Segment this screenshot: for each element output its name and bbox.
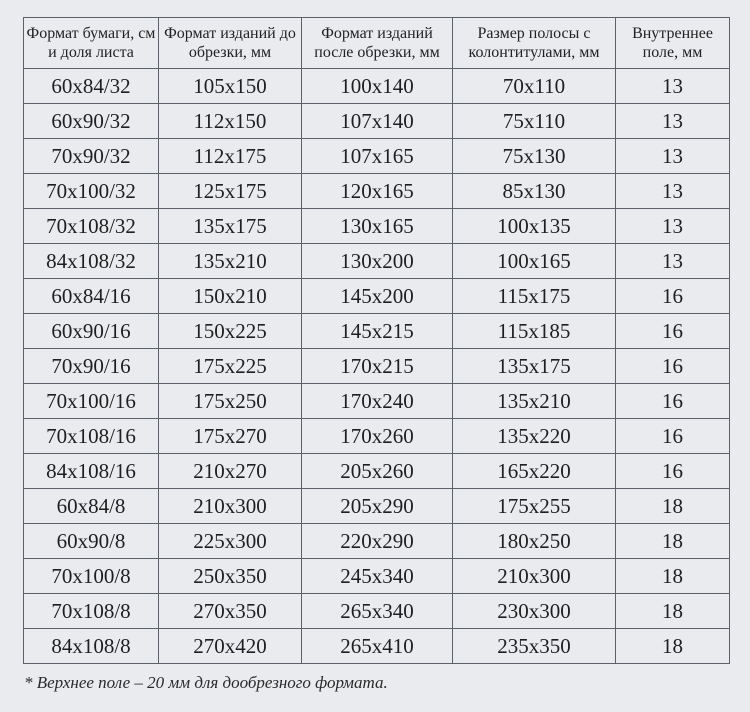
table-row xyxy=(24,454,730,489)
table-cell: 70x90/16 xyxy=(24,349,159,384)
table-row xyxy=(24,559,730,594)
table-cell: 105x150 xyxy=(159,69,302,104)
table-row xyxy=(24,629,730,664)
table-cell: 145x215 xyxy=(302,314,453,349)
table-row xyxy=(24,594,730,629)
table-cell: 210x270 xyxy=(159,454,302,489)
paper-formats-table xyxy=(23,17,730,664)
table-cell: 115x185 xyxy=(453,314,616,349)
table-cell: 16 xyxy=(616,384,730,419)
table-cell: 60x84/8 xyxy=(24,489,159,524)
table-cell: 245x340 xyxy=(302,559,453,594)
table-cell: 75x130 xyxy=(453,139,616,174)
table-cell: 265x340 xyxy=(302,594,453,629)
table-cell: 85x130 xyxy=(453,174,616,209)
table-cell: 70x100/16 xyxy=(24,384,159,419)
table-cell: 18 xyxy=(616,594,730,629)
table-cell: 150x225 xyxy=(159,314,302,349)
table-cell: 70x100/32 xyxy=(24,174,159,209)
table-cell: 16 xyxy=(616,419,730,454)
table-cell: 265x410 xyxy=(302,629,453,664)
table-cell: 84x108/16 xyxy=(24,454,159,489)
table-cell: 270x420 xyxy=(159,629,302,664)
table-cell: 210x300 xyxy=(159,489,302,524)
table-cell: 13 xyxy=(616,209,730,244)
table-row xyxy=(24,209,730,244)
table-cell: 135x210 xyxy=(453,384,616,419)
formats-table-container xyxy=(23,17,729,664)
column-header: Размер полосы с колонтитулами, мм xyxy=(453,18,616,69)
table-cell: 107x165 xyxy=(302,139,453,174)
table-cell: 13 xyxy=(616,139,730,174)
table-cell: 205x260 xyxy=(302,454,453,489)
table-row xyxy=(24,244,730,279)
table-cell: 60x90/32 xyxy=(24,104,159,139)
table-cell: 150x210 xyxy=(159,279,302,314)
table-row xyxy=(24,104,730,139)
footnote: * Верхнее поле – 20 мм для дообрезного формата. xyxy=(24,673,388,692)
table-cell: 60x90/8 xyxy=(24,524,159,559)
table-cell: 270x350 xyxy=(159,594,302,629)
table-cell: 125x175 xyxy=(159,174,302,209)
table-cell: 13 xyxy=(616,69,730,104)
table-row xyxy=(24,139,730,174)
table-row xyxy=(24,524,730,559)
table-cell: 170x260 xyxy=(302,419,453,454)
table-cell: 120x165 xyxy=(302,174,453,209)
table-cell: 230x300 xyxy=(453,594,616,629)
table-cell: 100x140 xyxy=(302,69,453,104)
column-header: Формат изданий после обрезки, мм xyxy=(302,18,453,69)
table-cell: 170x215 xyxy=(302,349,453,384)
table-cell: 250x350 xyxy=(159,559,302,594)
table-cell: 13 xyxy=(616,244,730,279)
table-cell: 18 xyxy=(616,489,730,524)
table-cell: 130x200 xyxy=(302,244,453,279)
table-row xyxy=(24,174,730,209)
header-row xyxy=(24,18,730,69)
table-cell: 210x300 xyxy=(453,559,616,594)
table-cell: 175x225 xyxy=(159,349,302,384)
column-header: Формат бумаги, см и доля листа xyxy=(24,18,159,69)
table-cell: 175x255 xyxy=(453,489,616,524)
table-header xyxy=(24,18,730,69)
table-cell: 18 xyxy=(616,559,730,594)
table-cell: 135x175 xyxy=(453,349,616,384)
table-cell: 135x220 xyxy=(453,419,616,454)
table-cell: 170x240 xyxy=(302,384,453,419)
table-row xyxy=(24,384,730,419)
table-cell: 112x150 xyxy=(159,104,302,139)
table-cell: 175x250 xyxy=(159,384,302,419)
table-cell: 130x165 xyxy=(302,209,453,244)
table-cell: 70x110 xyxy=(453,69,616,104)
table-cell: 180x250 xyxy=(453,524,616,559)
table-cell: 100x165 xyxy=(453,244,616,279)
table-cell: 165x220 xyxy=(453,454,616,489)
column-header: Формат изданий до обрезки, мм xyxy=(159,18,302,69)
table-cell: 84x108/8 xyxy=(24,629,159,664)
table-cell: 205x290 xyxy=(302,489,453,524)
table-cell: 60x90/16 xyxy=(24,314,159,349)
table-cell: 13 xyxy=(616,174,730,209)
table-cell: 60x84/32 xyxy=(24,69,159,104)
table-cell: 13 xyxy=(616,104,730,139)
table-cell: 175x270 xyxy=(159,419,302,454)
table-cell: 225x300 xyxy=(159,524,302,559)
table-cell: 135x175 xyxy=(159,209,302,244)
table-cell: 100x135 xyxy=(453,209,616,244)
table-cell: 16 xyxy=(616,314,730,349)
table-body xyxy=(24,69,730,664)
table-cell: 70x108/8 xyxy=(24,594,159,629)
table-cell: 70x100/8 xyxy=(24,559,159,594)
table-cell: 135x210 xyxy=(159,244,302,279)
table-cell: 112x175 xyxy=(159,139,302,174)
table-row xyxy=(24,279,730,314)
table-cell: 70x108/16 xyxy=(24,419,159,454)
table-row xyxy=(24,69,730,104)
table-cell: 16 xyxy=(616,349,730,384)
table-cell: 16 xyxy=(616,454,730,489)
table-cell: 145x200 xyxy=(302,279,453,314)
table-cell: 75x110 xyxy=(453,104,616,139)
table-row xyxy=(24,489,730,524)
table-cell: 115x175 xyxy=(453,279,616,314)
table-cell: 84x108/32 xyxy=(24,244,159,279)
table-cell: 107x140 xyxy=(302,104,453,139)
table-row xyxy=(24,349,730,384)
table-cell: 235x350 xyxy=(453,629,616,664)
table-cell: 60x84/16 xyxy=(24,279,159,314)
table-cell: 16 xyxy=(616,279,730,314)
column-header: Внутреннее поле, мм xyxy=(616,18,730,69)
table-cell: 70x90/32 xyxy=(24,139,159,174)
table-row xyxy=(24,314,730,349)
table-cell: 18 xyxy=(616,524,730,559)
table-row xyxy=(24,419,730,454)
table-cell: 18 xyxy=(616,629,730,664)
table-cell: 70x108/32 xyxy=(24,209,159,244)
table-cell: 220x290 xyxy=(302,524,453,559)
